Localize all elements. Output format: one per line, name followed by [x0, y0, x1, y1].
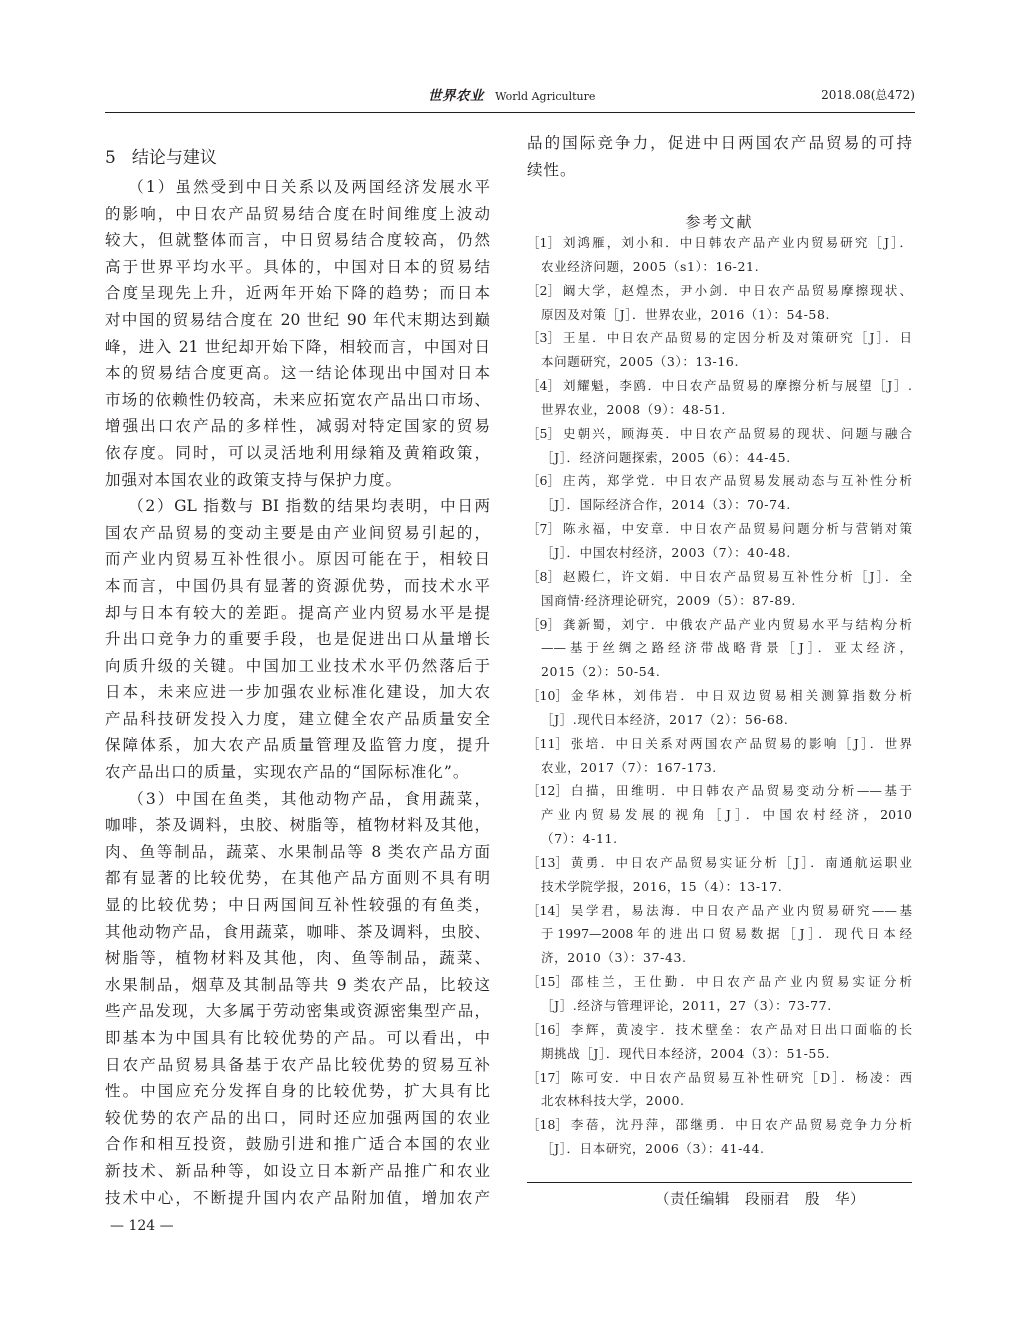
reference-item [527, 1066, 912, 1114]
body-text-line: （1）虽然受到中日关系以及两国经济发展水平 [128, 178, 490, 196]
references-title: 参考文献 [685, 213, 754, 231]
reference-item [527, 231, 912, 279]
reference-first-line [527, 279, 912, 303]
reference-item [527, 1113, 912, 1161]
reference-text: 邵桂兰，王仕勤．中日农产品产业内贸易实证分析 [570, 974, 912, 990]
reference-first-line [527, 326, 912, 350]
reference-number: ［1］ [527, 235, 560, 250]
reference-text: 本问题研究，2005（3）：13-16. [541, 354, 740, 370]
reference-text: 阚大学，赵煌杰，尹小剑．中日农产品贸易摩擦现状、 [562, 282, 912, 298]
reference-item [527, 469, 912, 517]
reference-item [527, 279, 912, 327]
body-text-line: 即基本为中国具有比较优势的产品。可以看出，中 [105, 1029, 490, 1047]
reference-first-line [527, 469, 912, 493]
reference-item [527, 422, 912, 470]
reference-text: 庄芮，郑学党．中日农产品贸易发展动态与互补性分析 [562, 473, 912, 489]
reference-text: 黄勇．中日农产品贸易实证分析［J］．南通航运职业 [570, 854, 912, 870]
reference-text: 北农林科技大学，2000. [541, 1093, 685, 1109]
reference-text: 国商情·经济理论研究，2009（5）：87-89. [541, 592, 796, 608]
reference-number: ［14］ [527, 902, 568, 918]
reference-item [527, 899, 912, 971]
reference-text: 刘鸿雁，刘小和．中日韩农产品产业内贸易研究［J］． [562, 235, 912, 250]
reference-text: 王星．中日农产品贸易的定因分析及对策研究［J］．日 [562, 330, 912, 346]
body-text-line: 却与日本有较大的差距。提高产业内贸易水平是提 [105, 603, 490, 622]
body-text-line: （2）GL 指数与 BI 指数的结果均表明，中日两 [128, 497, 490, 516]
section-number: 5 [105, 148, 116, 168]
body-text-line: 显的比较优势；中日两国间互补性较强的有鱼类， [105, 896, 490, 915]
body-text-line: 其他动物产品，食用蔬菜，咖啡、茶及调料，虫胶、 [105, 922, 490, 941]
reference-text: 张培．中日关系对两国农产品贸易的影响［J］．世界 [570, 735, 912, 751]
reference-number: ［4］ [527, 378, 560, 394]
page-number: — 124 — [110, 1218, 174, 1234]
body-text-line: 水果制品，烟草及其制品等共 9 类农产品，比较这 [105, 975, 490, 994]
body-text-line: 咖啡，茶及调料，虫胶、树脂等，植物材料及其他， [105, 816, 490, 835]
reference-text: 李辉，黄凌宇．技术壁垒：农产品对日出口面临的长 [570, 1021, 912, 1037]
body-text-line: 性。中国应充分发挥自身的比较优势，扩大具有比 [105, 1082, 490, 1101]
body-text-line: 新技术、新品种等，如设立日本新产品推广和农业 [105, 1161, 490, 1180]
body-text-line: 日农产品贸易具备基于农产品比较优势的贸易互补 [105, 1055, 490, 1074]
reference-text: 世界农业，2008（9）：48-51. [541, 401, 726, 417]
reference-first-line [527, 1113, 912, 1137]
reference-number: ［15］ [527, 974, 568, 990]
reference-item [527, 970, 912, 1018]
paragraph [105, 786, 490, 1212]
continued-paragraph [527, 130, 912, 183]
reference-number: ［11］ [527, 735, 568, 751]
reference-text: ［J］．国际经济合作，2014（3）：70-74. [541, 497, 791, 513]
reference-text: 陈可安．中日农产品贸易互补性研究［D］．杨凌：西 [570, 1069, 912, 1085]
reference-text: 技术学院学报，2016，15（4）：13-17. [541, 878, 783, 894]
reference-text: 金华林，刘伟岩．中日双边贸易相关测算指数分析 [570, 688, 912, 704]
reference-number: ［13］ [527, 854, 568, 870]
reference-text: 陈永福，中安章．中日农产品贸易问题分析与营销对策 [562, 521, 912, 537]
reference-text: 刘耀魁，李鸥．中日农产品贸易的摩擦分析与展望［J］. [562, 378, 912, 394]
reference-text: 原因及对策［J］．世界农业，2016（1）：54-58. [541, 306, 831, 322]
reference-text: 2015（2）：50-54. [541, 664, 661, 680]
reference-item [527, 374, 912, 422]
body-text-line: 而产业内贸易互补性很小。原因可能在于，相较日 [105, 550, 490, 569]
body-text-line: 本而言，中国仍具有显著的资源优势，而技术水平 [105, 576, 490, 595]
body-text-line: （3）中国在鱼类，其他动物产品，食用蔬菜， [128, 789, 490, 808]
reference-text: ［J］.经济与管理评论，2011，27（3）：73-77. [541, 998, 832, 1013]
reference-first-line [527, 565, 912, 589]
reference-text: ［J］．中国农村经济，2003（7）：40-48. [541, 544, 791, 560]
reference-number: ［10］ [527, 688, 568, 704]
body-text-line: 市场的依赖性仍较高，未来应拓宽农产品出口市场、 [105, 390, 490, 409]
body-text-line: 技术中心，不断提升国内农产品附加值，增加农产 [105, 1188, 490, 1207]
right-column [527, 0, 912, 1320]
paragraph [105, 174, 490, 493]
reference-first-line [527, 1018, 912, 1042]
section-heading [105, 146, 217, 170]
reference-text: 农业经济问题，2005（s1）：16-21. [541, 258, 760, 274]
reference-item [527, 779, 912, 851]
reference-number: ［7］ [527, 521, 560, 537]
reference-text: （7）：4-11. [541, 831, 618, 847]
reference-text: ——基于丝绸之路经济带战略背景［J］．亚太经济， [541, 640, 912, 656]
reference-first-line [527, 970, 912, 994]
body-text-line: 农产品出口的质量，实现农产品的“国际标准化”。 [105, 763, 470, 782]
reference-first-line [527, 851, 912, 875]
reference-text: 龚新蜀，刘宁．中俄农产品产业内贸易水平与结构分析 [562, 616, 912, 632]
body-text-line: 些产品发现，大多属于劳动密集或资源密集型产品， [105, 1002, 490, 1021]
reference-text: ［J］．经济问题探索，2005（6）：44-45. [541, 449, 791, 465]
body-text-line: 树脂等，植物材料及其他，肉、鱼等制品，蔬菜、 [105, 949, 490, 968]
journal-name-english: World Agriculture [495, 90, 596, 103]
section-title: 结论与建议 [131, 148, 217, 168]
reference-text: 农业，2017（7）：167-173. [541, 759, 717, 775]
reference-text: 白描，田维明．中日韩农产品贸易变动分析——基于 [570, 783, 912, 799]
reference-first-line [527, 1066, 912, 1090]
reference-item [527, 851, 912, 899]
reference-first-line [527, 374, 912, 398]
body-text-line: 产品科技研发投入力度，建立健全农产品质量安全 [105, 709, 490, 728]
body-text-line: 依存度。同时，可以灵活地利用绿箱及黄箱政策， [105, 443, 490, 462]
reference-item [527, 517, 912, 565]
reference-first-line [527, 779, 912, 803]
body-text-line: 本的贸易结合度更高。这一结论体现出中国对日本 [105, 364, 490, 383]
reference-number: ［17］ [527, 1069, 568, 1085]
reference-first-line [527, 899, 912, 923]
body-text-line: 保障体系，加大农产品质量管理及监管力度，提升 [105, 736, 490, 755]
reference-first-line [527, 231, 912, 255]
reference-text: 赵殿仁，许文娟．中日农产品贸易互补性分析［J］．全 [562, 568, 912, 584]
body-text-line: 较大，但就整体而言，中日贸易结合度较高，仍然 [105, 231, 490, 250]
reference-text: 期挑战［J］．现代日本经济，2004（3）：51-55. [541, 1045, 831, 1061]
left-column [105, 0, 490, 1320]
end-rule [527, 1182, 912, 1183]
reference-number: ［2］ [527, 282, 560, 298]
body-text-line: 增强出口农产品的多样性，减弱对特定国家的贸易 [105, 417, 490, 436]
reference-item [527, 684, 912, 732]
reference-number: ［18］ [527, 1117, 568, 1133]
reference-first-line [527, 422, 912, 446]
body-text-line: 加强对本国农业的政策支持与保护力度。 [105, 470, 403, 489]
reference-item [527, 1018, 912, 1066]
body-text-line: 向质升级的关键。中国加工业技术水平仍然落后于 [105, 656, 490, 675]
reference-first-line [527, 613, 912, 637]
reference-number: ［6］ [527, 473, 560, 489]
body-text-line: 肉、鱼等制品，蔬菜、水果制品等 8 类农产品方面 [105, 842, 490, 861]
reference-number: ［12］ [527, 783, 568, 799]
reference-text: 李蓓，沈丹萍，邵继勇．中日农产品贸易竞争力分析 [570, 1117, 912, 1133]
body-text-line: 的影响，中日农产品贸易结合度在时间维度上波动 [105, 204, 490, 223]
journal-logo: 世界农业 [428, 88, 484, 104]
reference-text: 济，2010（3）：37-43. [541, 950, 687, 966]
body-text-line: 合作和相互投资，鼓励引进和推广适合本国的农业 [105, 1135, 490, 1154]
reference-first-line [527, 517, 912, 541]
responsible-editors: （责任编辑 段丽君 殷 华） [655, 1192, 865, 1208]
references-list [527, 231, 912, 1161]
body-text-line: 高于世界平均水平。具体的，中国对日本的贸易结 [105, 257, 490, 276]
body-text-line: 续性。 [527, 160, 577, 179]
reference-item [527, 565, 912, 613]
body-text-line: 日本，未来应进一步加强农业标准化建设，加大农 [105, 683, 490, 702]
reference-number: ［8］ [527, 568, 560, 584]
reference-number: ［3］ [527, 330, 560, 346]
reference-text: ［J］.现代日本经济，2017（2）：56-68. [541, 711, 789, 727]
reference-text: 于1997—2008年的进出口贸易数据［J］．现代日本经 [541, 926, 912, 942]
reference-number: ［9］ [527, 616, 560, 632]
reference-text: ［J］．日本研究，2006（3）：41-44. [541, 1141, 765, 1157]
reference-number: ［16］ [527, 1021, 568, 1037]
reference-first-line [527, 732, 912, 756]
paragraph [105, 493, 490, 786]
section-body [105, 174, 490, 1211]
reference-text: 产业内贸易发展的视角［J］．中国农村经济，2010 [541, 807, 912, 823]
reference-number: ［5］ [527, 425, 560, 441]
body-text-line: 对中国的贸易结合度在 20 世纪 90 年代末期达到巅 [105, 310, 490, 329]
reference-item [527, 732, 912, 780]
body-text-line: 品的国际竞争力，促进中日两国农产品贸易的可持 [527, 134, 912, 152]
reference-text: 史朝兴，顾海英．中日农产品贸易的现状、问题与融合 [562, 425, 912, 441]
body-text-line: 合度呈现先上升，近两年开始下降的趋势；而日本 [105, 284, 490, 303]
body-text-line: 峰，进入 21 世纪却开始下降，相较而言，中国对日 [105, 337, 490, 356]
body-text-line: 较优势的农产品的出口，同时还应加强两国的农业 [105, 1108, 490, 1127]
issue-label: 2018.08(总472) [821, 88, 915, 102]
reference-first-line [527, 684, 912, 708]
reference-text: 吴学君，易法海．中日农产品产业内贸易研究——基 [570, 902, 912, 918]
body-text-line: 都有显著的比较优势，在其他产品方面则不具有明 [105, 869, 490, 888]
reference-item [527, 613, 912, 685]
body-text-line: 国农产品贸易的变动主要是由产业间贸易引起的， [105, 523, 490, 542]
reference-item [527, 326, 912, 374]
body-text-line: 升出口竞争力的重要手段，也是促进出口从量增长 [105, 630, 490, 649]
